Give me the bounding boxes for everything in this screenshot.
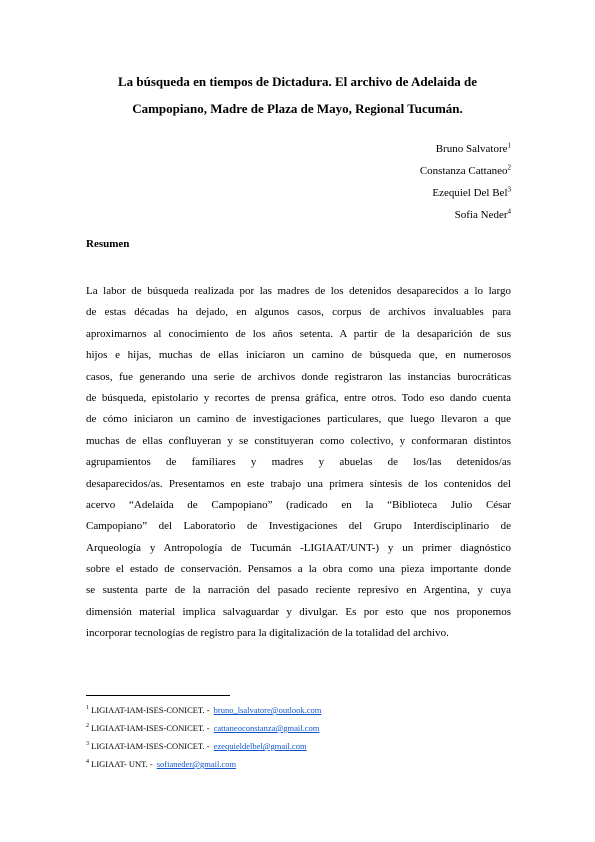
email-link[interactable]: bruno_lsalvatore@outlook.com [213,705,322,715]
abstract-line: casos, fue generando una serie de archivos donde registraron las instancias burocráticas [86,370,511,383]
author-name: Bruno Salvatore [435,143,508,155]
author-list [420,138,511,226]
abstract-line: desaparecidos/as. Presentamos en este trabajo una primera síntesis de los contenidos del [86,477,511,490]
paper-title [60,68,535,122]
footnote-number: 1 [86,705,89,712]
footnotes [86,701,516,773]
abstract-line: La labor de búsqueda realizada por las madres de los detenidos desaparecidos a lo largo [86,285,511,297]
footnote [86,719,516,737]
author-name: Ezequiel Del Bel [432,187,508,199]
footnote-number: 2 [86,723,89,730]
footnote [86,737,516,755]
abstract-line: Arqueología y Antropología de Tucumán -LIGIAAT/UNT-) y un primer diagnóstico [86,541,511,554]
footnote-number: 3 [86,741,89,748]
author-name: Sofia Neder [454,209,508,221]
abstract-line: hijos e hijas, muchas de ellas iniciaron un camino de búsqueda que, en numerosos [86,349,511,362]
abstract-body [86,281,511,645]
footnote-affiliation: LIGIAAT-IAM-ISES-CONICET. - [91,723,210,733]
paper-title-line-2: Campopiano, Madre de Plaza de Mayo, Regional Tucumán. [132,101,463,116]
footnote-mark[interactable]: 4 [507,207,511,216]
author [420,160,511,182]
abstract-line: se sustenta parte de la narración del pasado reciente represivo en Argentina, y cuya [86,584,511,597]
abstract-line: aproximarnos al conocimiento de los años setenta. A partir de la desaparición de sus [86,327,511,340]
footnote [86,755,516,773]
footnote-separator [86,695,230,696]
abstract-line: de búsqueda, epistolario y recortes de prensa gráfica, entre otros. Todo eso dando cuenta [86,391,511,404]
email-link[interactable]: cattaneoconstanza@gmail.com [213,723,320,733]
footnote [86,701,516,719]
author [420,138,511,160]
abstract-line: Campopiano” del Laboratorio de Investigaciones del Grupo Interdisciplinario de [86,520,511,533]
footnote-number: 4 [86,759,89,766]
footnote-affiliation: LIGIAAT- UNT. - [91,759,153,769]
author [420,182,511,204]
footnote-affiliation: LIGIAAT-IAM-ISES-CONICET. - [91,741,210,751]
abstract-line: incorporar tecnologías de registro para la digitalización de la totalidad del archivo. [86,627,449,640]
abstract-line: agrupamientos de familiares y madres y abuelas de los/las detenidos/as [86,456,511,469]
abstract-line: muchas de ellas confluyeran y se constituyeran como colectivo, y conformaran distintos [86,434,511,447]
author-name: Constanza Cattaneo [419,165,508,177]
abstract-line: de estas décadas ha dejado, en algunos casos, corpus de archivos invaluables para [86,306,511,319]
paper-title-line-1: La búsqueda en tiempos de Dictadura. El archivo de Adelaida de [117,74,478,89]
abstract-line: de cómo iniciaron un camino de investigaciones particulares, que luego llevaron a que [86,413,511,426]
email-link[interactable]: sofianeder@gmail.com [156,759,237,769]
footnote-affiliation: LIGIAAT-IAM-ISES-CONICET. - [91,705,210,715]
footnote-mark[interactable]: 3 [507,185,511,194]
abstract-heading: Resumen [86,238,130,250]
author [420,204,511,226]
abstract-line: sobre el estado de conservación. Pensamos a la obra como una pieza importante donde [86,563,511,576]
email-link[interactable]: ezequieldelbel@gmail.com [213,741,307,751]
abstract-line: acervo “Adelaida de Campopiano” (radicado en la “Biblioteca Julio César [86,498,511,511]
abstract-line: dimensión material implica salvaguardar y divulgar. Es por esto que nos proponemos [86,605,511,618]
footnote-mark[interactable]: 1 [507,141,511,150]
footnote-mark[interactable]: 2 [507,163,511,172]
